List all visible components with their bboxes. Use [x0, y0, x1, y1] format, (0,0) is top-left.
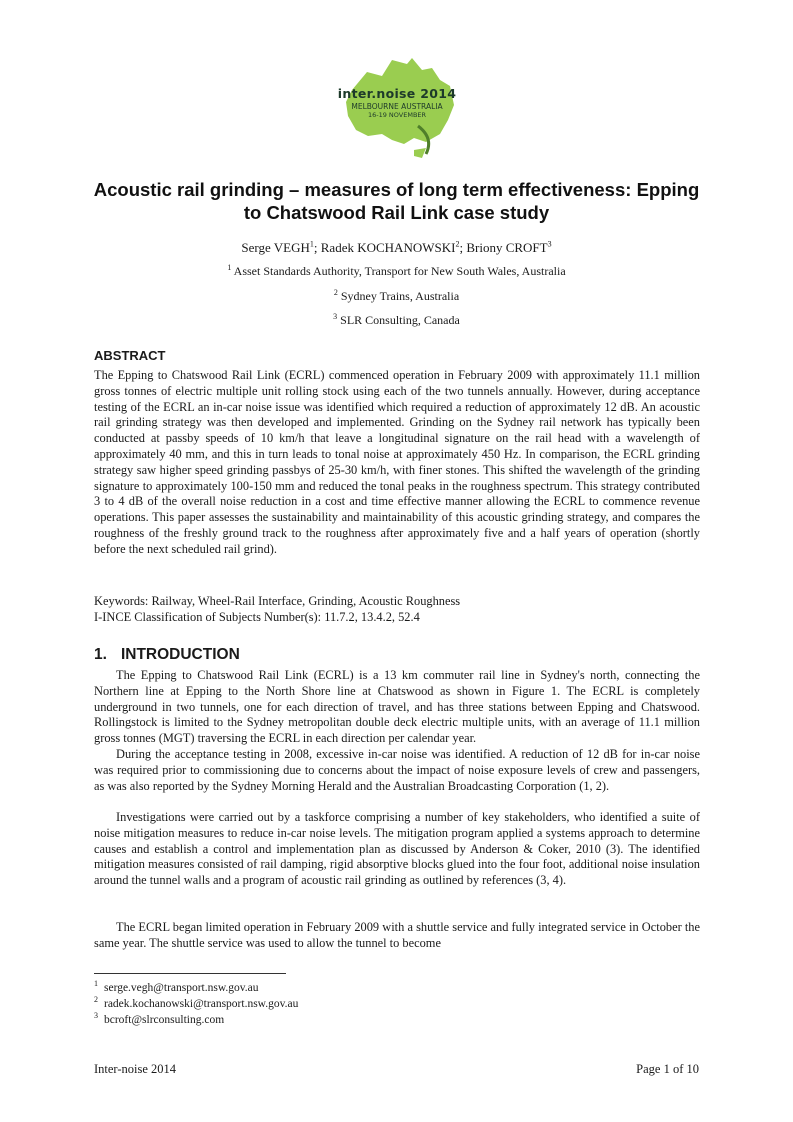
intro-paragraph-4: The ECRL began limited operation in February 2009 with a shuttle service and fully integrated service in October the same year. The shuttle service was used to allow the tunnel to become	[94, 920, 700, 950]
title-line-1: Acoustic rail grinding – measures of long term effectiveness: Epping	[93, 179, 700, 200]
abstract-heading: ABSTRACT	[94, 348, 166, 363]
affiliation	[80, 264, 713, 279]
footnote	[94, 980, 298, 996]
author-list	[80, 240, 713, 256]
affiliation-mark: 1	[227, 263, 232, 272]
author-mark: 1	[309, 239, 314, 249]
section-title: INTRODUCTION	[120, 646, 240, 663]
author-separator: ;	[313, 240, 321, 255]
affiliation-text: Asset Standards Authority, Transport for New South Wales, Australia	[233, 264, 566, 278]
logo-date: 16-19 NOVEMBER	[367, 111, 427, 119]
author-separator: ;	[459, 240, 467, 255]
author-mark: 2	[455, 239, 460, 249]
footer-conference: Inter-noise 2014	[94, 1062, 177, 1076]
logo-name: inter.noise 2014	[337, 86, 457, 101]
footnote	[94, 1012, 298, 1028]
footnote	[94, 996, 298, 1012]
footnote-mark: 3	[94, 1011, 98, 1021]
affiliation	[80, 289, 713, 304]
intro-paragraph-3: Investigations were carried out by a taskforce comprising a number of key stakeholders, who identified a suite of noise mitigation measures to reduce in-car noise levels. The mitigation program applied a systems approach to determine causes and establish a control and implementation plan as discussed by Anderson & Coker, 2010 (3). The identified mitigation measures consisted of rail damping, rigid absorptive blocks glued into the four foot, additional noise insulation around the tunnel walls and a program of acoustic rail grinding as outlined by references (3, 4).	[94, 810, 700, 888]
affiliation-mark: 2	[333, 288, 338, 297]
footnotes	[94, 980, 298, 1028]
abstract-body: The Epping to Chatswood Rail Link (ECRL) commenced operation in February 2009 with approximately 11.1 million gross tonnes of electric multiple unit rolling stock using each of the two tunnels annually. However, during acceptance testing of the ECRL an in-car noise issue was identified which required a reduction of approximately 12 dB. An acoustic rail grinding strategy was then developed and implemented. Grinding on the Sydney rail network has typically been conducted at passby speeds of 10 km/h that leave a longitudinal signature on the rail head with a wavelength of approximately 40 mm, and this in turn leads to tonal noise at approximately 450 Hz. In comparison, the ECRL grinding strategy saw higher speed grinding passbys of 25-30 km/h, with finer stones. This shifted the wavelength of the grinding signature to approximately 100-150 mm and reduced the tonal peaks in the roughness spectrum. This strategy contributed 3 to 4 dB of the overall noise reduction in a cost and time effective manner allowing the ECRL to commence revenue operations. This paper assesses the sustainability and maintainability of this acoustic grinding strategy, and compares the roughness of the freshly ground track to the roughness after approximately five and a half years of operation (shortly before the next scheduled rail grind).	[94, 368, 700, 556]
footnote-mark: 2	[94, 995, 98, 1005]
logo-location: MELBOURNE AUSTRALIA	[351, 102, 443, 111]
classification: I-INCE Classification of Subjects Number(s): 11.7.2, 13.4.2, 52.4	[94, 610, 420, 624]
affiliation-mark: 3	[333, 312, 338, 321]
conference-logo	[322, 50, 472, 170]
affiliation-text: SLR Consulting, Canada	[340, 313, 460, 327]
footer-page-number: Page 1 of 10	[636, 1062, 699, 1076]
intro-paragraph-2: During the acceptance testing in 2008, excessive in-car noise was identified. A reduction of 12 dB for in-car noise was required prior to commissioning due to concerns about the impact of noise exposure levels of crew and passengers, as was also reported by the Sydney Morning Herald and the Australian Broadcasting Corporation (1, 2).	[94, 747, 700, 793]
footnote-email: serge.vegh@transport.nsw.gov.au	[104, 982, 259, 994]
affiliation-text: Sydney Trains, Australia	[340, 289, 460, 303]
title-line-2: to Chatswood Rail Link case study	[243, 202, 550, 223]
footnote-email: radek.kochanowski@transport.nsw.gov.au	[104, 998, 299, 1010]
author-name: Briony CROFT	[466, 240, 548, 255]
section-heading	[94, 646, 240, 664]
author-mark: 3	[547, 239, 552, 249]
footnote-mark: 1	[94, 979, 98, 989]
author-name: Radek KOCHANOWSKI	[320, 240, 456, 255]
author-name: Serge VEGH	[241, 240, 310, 255]
footnote-divider	[94, 973, 286, 974]
keywords: Keywords: Railway, Wheel-Rail Interface, Grinding, Acoustic Roughness	[94, 594, 461, 608]
intro-paragraph-1: The Epping to Chatswood Rail Link (ECRL) is a 13 km commuter rail line in Sydney's north, connecting the Northern line at Epping to the North Shore line at Chatswood as shown in Figure 1. The ECRL is completely underground in two tunnels, one for each direction of travel, and has three stations between Epping and Chatswood. Rollingstock is limited to the Sydney metropolitan double deck electric multiple units, with an average of 11.1 million gross tonnes (MGT) traversing the ECRL in each direction per calendar year.	[94, 668, 700, 746]
affiliation	[80, 313, 713, 328]
footnote-email: bcroft@slrconsulting.com	[104, 1014, 225, 1026]
paper-title	[80, 178, 713, 224]
section-number: 1.	[94, 646, 107, 663]
